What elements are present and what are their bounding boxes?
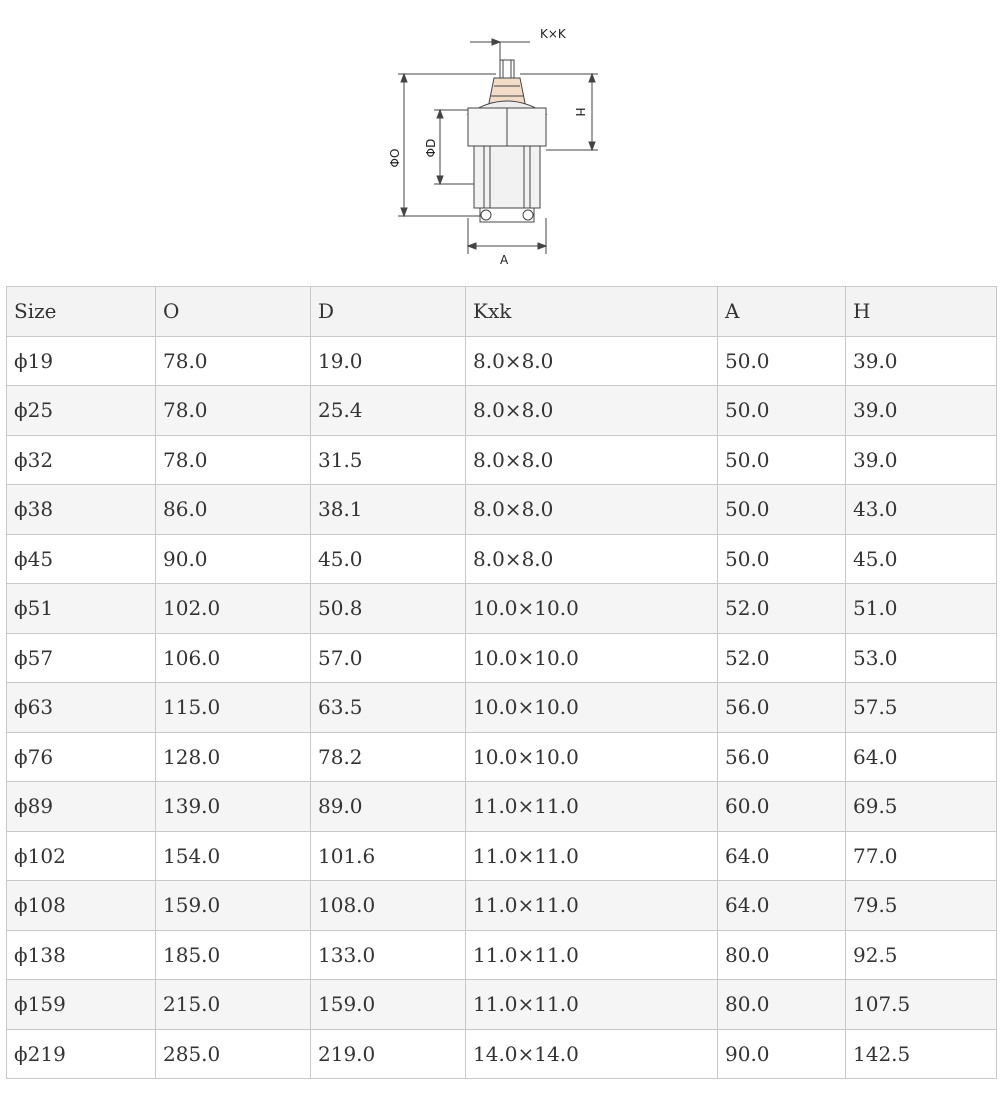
cell-kxk: 8.0×8.0 bbox=[466, 534, 718, 584]
cell-d: 38.1 bbox=[311, 485, 466, 535]
cell-a: 50.0 bbox=[718, 435, 846, 485]
cell-o: 78.0 bbox=[156, 336, 311, 386]
cell-o: 106.0 bbox=[156, 633, 311, 683]
cell-d: 63.5 bbox=[311, 683, 466, 733]
cell-a: 56.0 bbox=[718, 732, 846, 782]
table-row bbox=[7, 1029, 997, 1079]
table-row bbox=[7, 386, 997, 436]
table-row bbox=[7, 584, 997, 634]
table-row bbox=[7, 831, 997, 881]
valve-drawing-svg bbox=[370, 18, 610, 268]
cell-o: 159.0 bbox=[156, 881, 311, 931]
cell-a: 50.0 bbox=[718, 534, 846, 584]
cell-a: 50.0 bbox=[718, 336, 846, 386]
cell-a: 56.0 bbox=[718, 683, 846, 733]
cell-kxk: 10.0×10.0 bbox=[466, 683, 718, 733]
cell-o: 154.0 bbox=[156, 831, 311, 881]
cell-d: 108.0 bbox=[311, 881, 466, 931]
cell-h: 45.0 bbox=[846, 534, 997, 584]
table-row bbox=[7, 633, 997, 683]
cell-a: 64.0 bbox=[718, 831, 846, 881]
cell-size: ϕ159 bbox=[7, 980, 156, 1030]
cell-o: 115.0 bbox=[156, 683, 311, 733]
cell-o: 78.0 bbox=[156, 435, 311, 485]
cell-d: 45.0 bbox=[311, 534, 466, 584]
cell-size: ϕ63 bbox=[7, 683, 156, 733]
cell-o: 86.0 bbox=[156, 485, 311, 535]
header-h: H bbox=[846, 287, 997, 337]
cell-size: ϕ25 bbox=[7, 386, 156, 436]
cell-a: 90.0 bbox=[718, 1029, 846, 1079]
cell-kxk: 8.0×8.0 bbox=[466, 386, 718, 436]
cell-h: 39.0 bbox=[846, 386, 997, 436]
cell-a: 80.0 bbox=[718, 930, 846, 980]
table-row bbox=[7, 485, 997, 535]
table-row bbox=[7, 930, 997, 980]
cell-kxk: 8.0×8.0 bbox=[466, 435, 718, 485]
table-row bbox=[7, 782, 997, 832]
cell-o: 90.0 bbox=[156, 534, 311, 584]
cell-d: 57.0 bbox=[311, 633, 466, 683]
cell-h: 57.5 bbox=[846, 683, 997, 733]
dimension-table bbox=[6, 286, 997, 1079]
cell-kxk: 8.0×8.0 bbox=[466, 336, 718, 386]
cell-size: ϕ19 bbox=[7, 336, 156, 386]
cell-size: ϕ32 bbox=[7, 435, 156, 485]
cell-kxk: 10.0×10.0 bbox=[466, 633, 718, 683]
cell-o: 215.0 bbox=[156, 980, 311, 1030]
cell-a: 64.0 bbox=[718, 881, 846, 931]
cell-kxk: 11.0×11.0 bbox=[466, 782, 718, 832]
cell-d: 133.0 bbox=[311, 930, 466, 980]
cell-o: 185.0 bbox=[156, 930, 311, 980]
table-row bbox=[7, 336, 997, 386]
cell-d: 25.4 bbox=[311, 386, 466, 436]
cell-h: 142.5 bbox=[846, 1029, 997, 1079]
cell-h: 39.0 bbox=[846, 336, 997, 386]
cell-kxk: 11.0×11.0 bbox=[466, 980, 718, 1030]
cell-size: ϕ102 bbox=[7, 831, 156, 881]
header-kxk: Kxk bbox=[466, 287, 718, 337]
cell-size: ϕ138 bbox=[7, 930, 156, 980]
cell-a: 52.0 bbox=[718, 584, 846, 634]
header-o: O bbox=[156, 287, 311, 337]
table-row bbox=[7, 980, 997, 1030]
valve-stem bbox=[500, 60, 514, 78]
label-h: H bbox=[573, 107, 587, 117]
table-row bbox=[7, 683, 997, 733]
cell-a: 52.0 bbox=[718, 633, 846, 683]
cell-o: 78.0 bbox=[156, 386, 311, 436]
label-a: A bbox=[500, 253, 509, 267]
label-kk: K×K bbox=[540, 27, 566, 41]
valve-dimension-drawing bbox=[370, 18, 610, 268]
header-a: A bbox=[718, 287, 846, 337]
cell-size: ϕ76 bbox=[7, 732, 156, 782]
cell-h: 79.5 bbox=[846, 881, 997, 931]
cell-d: 159.0 bbox=[311, 980, 466, 1030]
cell-o: 102.0 bbox=[156, 584, 311, 634]
header-d: D bbox=[311, 287, 466, 337]
table-row bbox=[7, 881, 997, 931]
cell-d: 19.0 bbox=[311, 336, 466, 386]
cell-kxk: 11.0×11.0 bbox=[466, 930, 718, 980]
cell-size: ϕ45 bbox=[7, 534, 156, 584]
cell-h: 39.0 bbox=[846, 435, 997, 485]
cell-h: 53.0 bbox=[846, 633, 997, 683]
cell-size: ϕ108 bbox=[7, 881, 156, 931]
table-row bbox=[7, 534, 997, 584]
cell-kxk: 11.0×11.0 bbox=[466, 881, 718, 931]
cell-d: 89.0 bbox=[311, 782, 466, 832]
cell-a: 50.0 bbox=[718, 386, 846, 436]
cell-h: 64.0 bbox=[846, 732, 997, 782]
table-row bbox=[7, 732, 997, 782]
cell-size: ϕ219 bbox=[7, 1029, 156, 1079]
cell-size: ϕ38 bbox=[7, 485, 156, 535]
table-row bbox=[7, 435, 997, 485]
cell-h: 77.0 bbox=[846, 831, 997, 881]
cell-d: 78.2 bbox=[311, 732, 466, 782]
cell-size: ϕ51 bbox=[7, 584, 156, 634]
cell-kxk: 10.0×10.0 bbox=[466, 732, 718, 782]
cell-a: 50.0 bbox=[718, 485, 846, 535]
cell-kxk: 8.0×8.0 bbox=[466, 485, 718, 535]
label-d: ΦD bbox=[424, 138, 438, 158]
header-size: Size bbox=[7, 287, 156, 337]
cell-kxk: 14.0×14.0 bbox=[466, 1029, 718, 1079]
cell-kxk: 11.0×11.0 bbox=[466, 831, 718, 881]
cell-o: 128.0 bbox=[156, 732, 311, 782]
label-o: ΦO bbox=[388, 148, 402, 168]
cell-d: 101.6 bbox=[311, 831, 466, 881]
cell-size: ϕ57 bbox=[7, 633, 156, 683]
table-header-row bbox=[7, 287, 997, 337]
cell-o: 285.0 bbox=[156, 1029, 311, 1079]
cell-h: 43.0 bbox=[846, 485, 997, 535]
cell-size: ϕ89 bbox=[7, 782, 156, 832]
cell-h: 92.5 bbox=[846, 930, 997, 980]
cell-d: 50.8 bbox=[311, 584, 466, 634]
cell-d: 31.5 bbox=[311, 435, 466, 485]
cell-d: 219.0 bbox=[311, 1029, 466, 1079]
cell-h: 107.5 bbox=[846, 980, 997, 1030]
cell-h: 51.0 bbox=[846, 584, 997, 634]
cell-kxk: 10.0×10.0 bbox=[466, 584, 718, 634]
cell-a: 60.0 bbox=[718, 782, 846, 832]
cell-h: 69.5 bbox=[846, 782, 997, 832]
cell-o: 139.0 bbox=[156, 782, 311, 832]
cell-a: 80.0 bbox=[718, 980, 846, 1030]
